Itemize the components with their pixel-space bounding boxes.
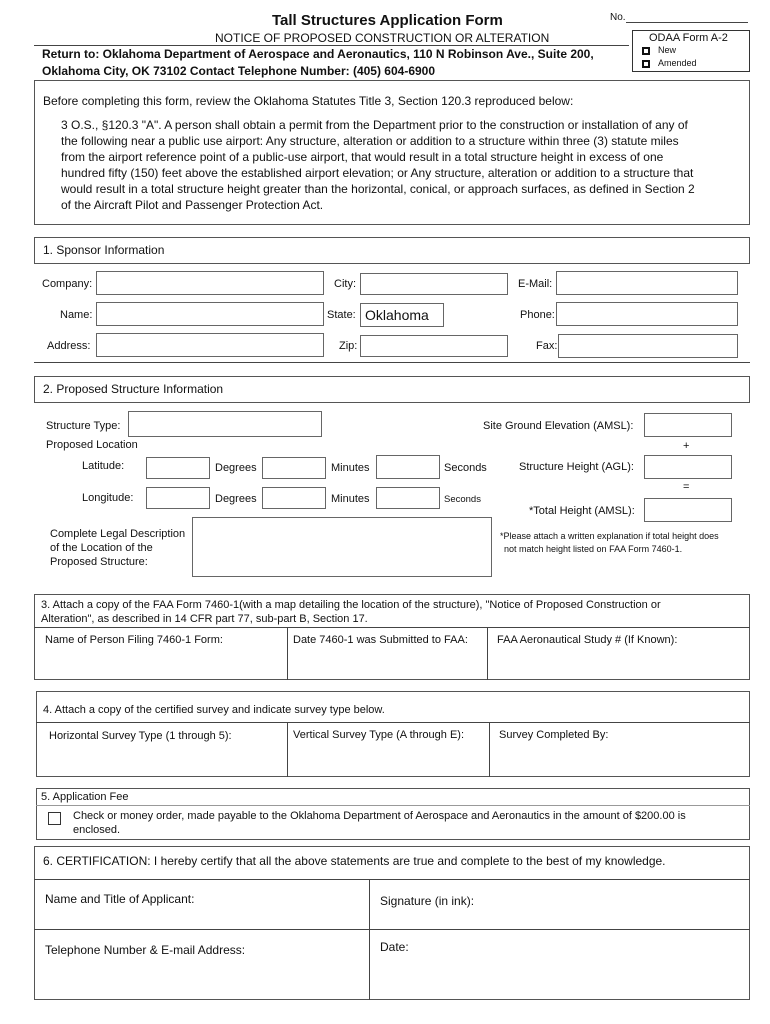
latitude-degrees-input[interactable]: [146, 457, 210, 479]
name-title-label: Name and Title of Applicant:: [45, 892, 195, 906]
legal-description-label: Complete Legal Description: [50, 528, 186, 540]
statute-line: hundred fifty (150) feet above the established airport elevation; or Any structure, alteration or addition to a structure that: [61, 166, 694, 180]
faa-col-divider: [287, 627, 288, 680]
latitude-minutes-label: Minutes: [331, 462, 370, 474]
latitude-seconds-input[interactable]: [376, 455, 440, 479]
longitude-seconds-label: Seconds: [444, 494, 481, 505]
statute-line: the following near a public use airport: Any structure, alteration or addition to a structure within three (3) statute miles: [61, 134, 679, 148]
structure-type-label: Structure Type:: [46, 420, 121, 432]
fax-label: Fax:: [536, 340, 558, 352]
faa-divider: [34, 627, 750, 628]
legal-description-input[interactable]: [192, 517, 492, 577]
horizontal-survey-label: Horizontal Survey Type (1 through 5):: [49, 730, 232, 742]
subtitle-underline: [34, 45, 629, 46]
return-address-line1: Return to: Oklahoma Department of Aerospace and Aeronautics, 110 N Robinson Ave., Suite 200,: [42, 47, 594, 61]
statute-line: 3 O.S., §120.3 "A". A person shall obtain a permit from the Department prior to the construction or installation of any of: [61, 118, 688, 132]
form-id: ODAA Form A-2: [649, 32, 728, 44]
structure-section-header: [34, 376, 750, 403]
certification-divider: [34, 879, 750, 880]
state-label: State:: [327, 309, 356, 321]
survey-completed-by-label: Survey Completed By:: [499, 729, 609, 741]
total-height-label: *Total Height (AMSL):: [529, 505, 635, 517]
faa-heading-line2: Alteration", as described in 14 CFR part 77, sub-part B, Section 17.: [41, 613, 368, 625]
new-label: New: [658, 45, 677, 55]
city-label: City:: [334, 278, 356, 290]
form-id-box: [632, 30, 750, 72]
amended-label: Amended: [658, 58, 697, 68]
fee-enclosed-checkbox[interactable]: [48, 812, 61, 825]
certification-col-divider: [369, 879, 370, 1000]
amended-checkbox[interactable]: [642, 60, 650, 68]
legal-description-label: Proposed Structure:: [50, 556, 148, 568]
vertical-survey-label: Vertical Survey Type (A through E):: [293, 729, 464, 741]
number-field[interactable]: [626, 22, 748, 23]
study-number-label: FAA Aeronautical Study # (If Known):: [497, 634, 678, 646]
structure-height-input[interactable]: [644, 455, 732, 479]
phone-label: Phone:: [520, 309, 555, 321]
zip-input[interactable]: [360, 335, 508, 357]
survey-heading: 4. Attach a copy of the certified survey and indicate survey type below.: [43, 704, 385, 716]
city-input[interactable]: [360, 273, 508, 295]
email-input[interactable]: [556, 271, 738, 295]
latitude-degrees-label: Degrees: [215, 462, 257, 474]
state-input[interactable]: [360, 303, 444, 327]
faa-col-divider: [487, 627, 488, 680]
fax-input[interactable]: [558, 334, 738, 358]
fee-section: [36, 788, 750, 840]
fee-text-line1: Check or money order, made payable to the Oklahoma Department of Aerospace and Aeronautics in the amount of $200.00 is: [73, 810, 686, 822]
total-height-note: *Please attach a written explanation if total height does: [500, 531, 719, 541]
proposed-location-label: Proposed Location: [46, 439, 138, 451]
structure-height-label: Structure Height (AGL):: [519, 461, 634, 473]
survey-col-divider: [489, 722, 490, 777]
faa-heading-line1: 3. Attach a copy of the FAA Form 7460-1(with a map detailing the location of the structure), "Notice of Proposed Construction or: [41, 599, 661, 611]
statute-line: of the Aircraft Pilot and Passenger Protection Act.: [61, 198, 324, 212]
legal-description-label: of the Location of the: [50, 542, 153, 554]
plus-sign: +: [683, 440, 690, 452]
fee-text-line2: enclosed.: [73, 824, 121, 836]
company-label: Company:: [42, 278, 93, 290]
signature-label: Signature (in ink):: [380, 894, 475, 908]
longitude-degrees-label: Degrees: [215, 493, 257, 505]
total-height-input[interactable]: [644, 498, 732, 522]
state-value: Oklahoma: [365, 307, 429, 323]
longitude-degrees-input[interactable]: [146, 487, 210, 509]
submission-date-label: Date 7460-1 was Submitted to FAA:: [293, 634, 468, 646]
certification-section: [34, 846, 750, 1000]
latitude-label: Latitude:: [82, 460, 125, 472]
total-height-note: not match height listed on FAA Form 7460-1.: [504, 544, 683, 554]
site-ground-elevation-label: Site Ground Elevation (AMSL):: [483, 420, 634, 432]
survey-divider: [36, 722, 750, 723]
new-checkbox[interactable]: [642, 47, 650, 55]
zip-label: Zip:: [339, 340, 358, 352]
fee-divider: [36, 805, 750, 806]
site-ground-elevation-input[interactable]: [644, 413, 732, 437]
fee-heading: 5. Application Fee: [41, 791, 129, 803]
address-input[interactable]: [96, 333, 324, 357]
structure-type-input[interactable]: [128, 411, 322, 437]
form-title: Tall Structures Application Form: [272, 12, 503, 29]
return-address-line2: Oklahoma City, OK 73102 Contact Telephone Number: (405) 604-6900: [42, 64, 436, 78]
faa-section: [34, 594, 750, 680]
equals-sign: =: [683, 481, 690, 493]
statute-intro: Before completing this form, review the Oklahoma Statutes Title 3, Section 120.3 reproduced below:: [43, 94, 574, 108]
name-input[interactable]: [96, 302, 324, 326]
latitude-minutes-input[interactable]: [262, 457, 326, 479]
statute-box: [34, 80, 750, 225]
longitude-minutes-label: Minutes: [331, 493, 370, 505]
latitude-seconds-label: Seconds: [444, 462, 487, 474]
company-input[interactable]: [96, 271, 324, 295]
number-label: No.: [610, 12, 626, 23]
phone-email-label: Telephone Number & E-mail Address:: [45, 943, 246, 957]
survey-section: [36, 691, 750, 777]
sponsor-heading: 1. Sponsor Information: [43, 243, 165, 257]
name-label: Name:: [60, 309, 93, 321]
longitude-label: Longitude:: [82, 492, 134, 504]
survey-col-divider: [287, 722, 288, 777]
longitude-minutes-input[interactable]: [262, 487, 326, 509]
structure-heading: 2. Proposed Structure Information: [43, 382, 224, 396]
email-label: E-Mail:: [518, 278, 553, 290]
sponsor-section-header: [34, 237, 750, 264]
certification-row-divider: [34, 929, 750, 930]
statute-line: would result in a total structure height greater than the horizontal, conical, or approach surfaces, as defined in Section 2: [61, 182, 695, 196]
phone-input[interactable]: [556, 302, 738, 326]
sponsor-bottom-rule: [34, 362, 750, 363]
longitude-seconds-input[interactable]: [376, 487, 440, 509]
statute-line: from the airport reference point of a public-use airport, that would result in a total structure height in excess of one: [61, 150, 664, 164]
filer-name-label: Name of Person Filing 7460-1 Form:: [45, 634, 223, 646]
certification-heading: 6. CERTIFICATION: I hereby certify that all the above statements are true and complete to the best of my knowledge.: [43, 854, 666, 868]
address-label: Address:: [47, 340, 91, 352]
date-label: Date:: [380, 940, 409, 954]
form-subtitle: NOTICE OF PROPOSED CONSTRUCTION OR ALTERATION: [215, 31, 550, 45]
